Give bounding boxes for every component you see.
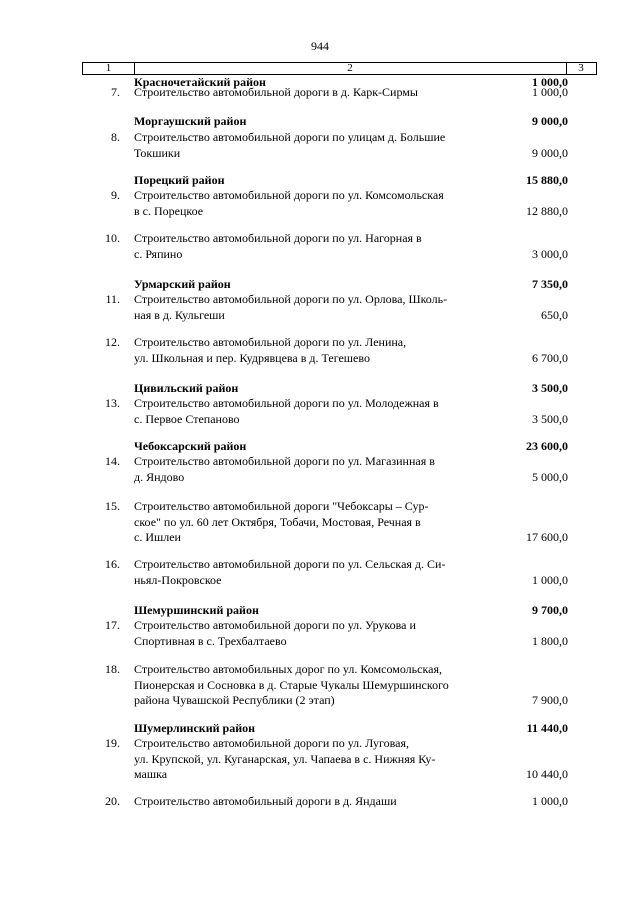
row-description-line: Строительство автомобильной дороги по ул. Сельская д. Си- bbox=[134, 557, 446, 571]
row-number: 10. bbox=[105, 231, 120, 245]
row-description-line: Строительство автомобильной дороги по ул. Нагорная в bbox=[134, 231, 422, 245]
row-description-line: Спортивная в с. Трехбалтаево bbox=[134, 633, 287, 648]
row-number: 19. bbox=[105, 736, 120, 750]
row-amount: 1 800,0 bbox=[532, 633, 568, 648]
row-amount: 17 600,0 bbox=[526, 530, 568, 544]
row-number: 16. bbox=[105, 557, 120, 571]
row-amount: 3 000,0 bbox=[532, 246, 568, 261]
row-description-line: Строительство автомобильной дороги по ул. Комсомольская bbox=[134, 188, 444, 202]
row-description-line: ная в д. Кульгеши bbox=[134, 307, 225, 322]
row-description-line: д. Яндово bbox=[134, 469, 185, 484]
district-total: 3 500,0 bbox=[532, 381, 568, 395]
row-amount: 1 000,0 bbox=[532, 85, 568, 99]
row-amount: 9 000,0 bbox=[532, 145, 568, 160]
row-description-line: с. Первое Степаново bbox=[134, 411, 240, 426]
row-number: 13. bbox=[105, 396, 120, 410]
row-description-line: в с. Порецкое bbox=[134, 203, 204, 218]
district-name: Моргаушский район bbox=[134, 114, 247, 128]
row-amount: 7 900,0 bbox=[532, 693, 568, 707]
row-description-line: Строительство автомобильной дороги в д. Карк-Сирмы bbox=[134, 85, 418, 99]
district-total: 23 600,0 bbox=[526, 439, 568, 453]
row-number: 9. bbox=[111, 188, 120, 202]
district-total: 15 880,0 bbox=[526, 173, 568, 187]
row-number: 17. bbox=[105, 618, 120, 632]
row-description-line: с. Ишлеи bbox=[134, 530, 181, 544]
row-number: 7. bbox=[111, 85, 120, 99]
row-amount: 1 000,0 bbox=[532, 572, 568, 587]
row-description-line: Строительство автомобильной дороги по ул. Луговая, bbox=[134, 736, 409, 750]
district-name: Шумерлинский район bbox=[134, 721, 256, 735]
district-name: Цивильский район bbox=[134, 381, 239, 395]
district-total: 9 000,0 bbox=[532, 114, 568, 128]
page-number: 944 bbox=[311, 39, 329, 53]
row-description-line: Строительство автомобильной дороги по ул. Орлова, Школь- bbox=[134, 292, 448, 306]
row-description-line: с. Ряпино bbox=[134, 246, 183, 261]
district-name: Шемуршинский район bbox=[134, 603, 259, 617]
district-total: 11 440,0 bbox=[526, 721, 568, 735]
row-description-line: машка bbox=[134, 767, 168, 781]
row-description-line: Строительство автомобильной дороги "Чебоксары – Сур- bbox=[134, 499, 429, 513]
row-number: 11. bbox=[105, 292, 120, 306]
header-col-1: 1 bbox=[83, 63, 135, 74]
row-number: 8. bbox=[111, 130, 120, 144]
header-col-3: 3 bbox=[578, 62, 584, 74]
district-total: 1 000,0 bbox=[532, 75, 568, 89]
row-description-line: Строительство автомобильной дороги по ул. Магазинная в bbox=[134, 454, 435, 468]
row-amount: 3 500,0 bbox=[532, 411, 568, 426]
row-amount: 1 000,0 bbox=[532, 794, 568, 808]
row-amount: 12 880,0 bbox=[526, 203, 568, 218]
row-amount: 5 000,0 bbox=[532, 469, 568, 484]
row-description-line: Строительство автомобильных дорог по ул. Комсомольская, bbox=[134, 662, 442, 676]
row-description-line: Строительство автомобильной дороги по ул. Ленина, bbox=[134, 335, 407, 349]
row-number: 14. bbox=[105, 454, 120, 468]
district-name: Порецкий район bbox=[134, 173, 225, 187]
row-description-line: Строительство автомобильный дороги в д. Яндаши bbox=[134, 794, 397, 808]
district-total: 9 700,0 bbox=[532, 603, 568, 617]
row-number: 12. bbox=[105, 335, 120, 349]
row-amount: 6 700,0 bbox=[532, 350, 568, 365]
row-number: 18. bbox=[105, 662, 120, 676]
table-header bbox=[82, 62, 597, 75]
row-description-line: Строительство автомобильной дороги по ул. Урукова и bbox=[134, 618, 416, 632]
row-description-line: ул. Школьная и пер. Кудрявцева в д. Тегешево bbox=[134, 350, 370, 365]
header-col-2: 2 bbox=[134, 63, 567, 74]
row-description-line: района Чувашской Республики (2 этап) bbox=[134, 693, 335, 707]
district-name: Урмарский район bbox=[134, 277, 231, 291]
district-name: Чебоксарский район bbox=[134, 439, 247, 453]
row-description-line: ул. Крупской, ул. Куганарская, ул. Чапаева в с. Нижняя Ку- bbox=[134, 751, 436, 766]
row-description-line: Строительство автомобильной дороги по ул. Молодежная в bbox=[134, 396, 439, 410]
row-description-line: ское" по ул. 60 лет Октября, Тобачи, Мостовая, Речная в bbox=[134, 514, 421, 529]
row-number: 15. bbox=[105, 499, 120, 513]
row-description-line: Токшики bbox=[134, 145, 181, 160]
row-description-line: ньял-Покровское bbox=[134, 572, 222, 587]
row-number: 20. bbox=[105, 794, 120, 808]
row-description-line: Пионерская и Сосновка в д. Старые Чукалы Шемуршинского bbox=[134, 677, 449, 692]
district-total: 7 350,0 bbox=[532, 277, 568, 291]
row-amount: 10 440,0 bbox=[526, 767, 568, 781]
row-description-line: Строительство автомобильной дороги по улицам д. Большие bbox=[134, 130, 446, 144]
row-amount: 650,0 bbox=[541, 307, 568, 322]
district-name: Красночетайский район bbox=[134, 75, 266, 89]
